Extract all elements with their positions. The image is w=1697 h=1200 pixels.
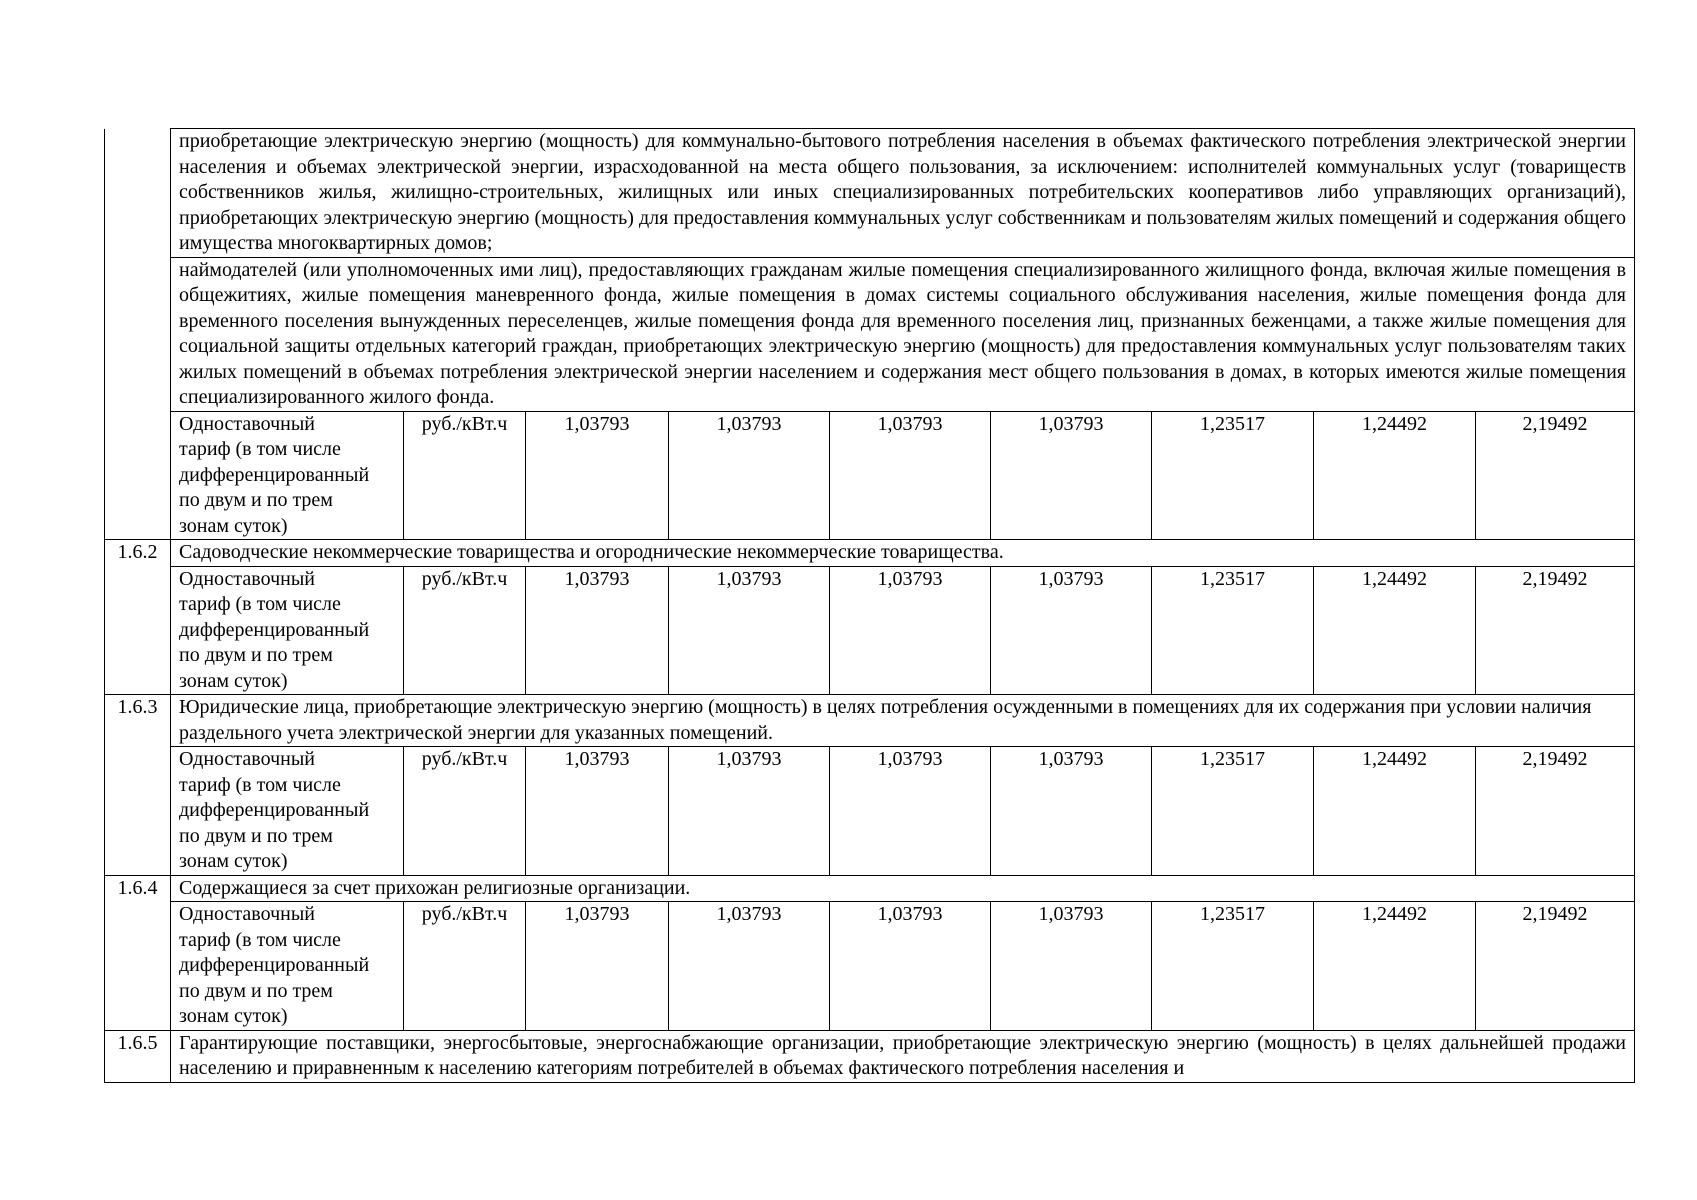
value-cell: 1,03793	[526, 411, 669, 540]
tariff-description-line: дифференцированный	[179, 954, 370, 976]
value-cell: 1,24492	[1314, 411, 1476, 540]
tariff-description-line: Одноставочный	[179, 903, 315, 925]
category-description: Содержащиеся за счет прихожан религиозные организации.	[171, 875, 1635, 902]
tariff-description-line: зонам суток)	[179, 1005, 288, 1027]
tariff-row	[105, 747, 1635, 876]
row-number-cell	[105, 129, 171, 540]
unit-cell: руб./кВт.ч	[404, 411, 526, 540]
value-cell: 1,03793	[669, 411, 830, 540]
category-description: приобретающие электрическую энергию (мощность) для коммунально-бытового потребления населения в объемах фактического потребления электрической энергии населения и объемах электрической энергии, израсходованной на места общего пользования, за исключением: исполнителей коммунальных услуг (товариществ собственников жилья, жилищно-строительных, жилищных или иных специализированных потребительских кооперативов либо управляющих организаций), приобретающих электрическую энергию (мощность) для предоставления коммунальных услуг собственникам и пользователям жилых помещений и содержания общего имущества многоквартирных домов;	[171, 129, 1635, 258]
tariff-description-line: Одноставочный	[179, 567, 315, 590]
tariff-description-line: тариф (в том числе	[179, 773, 341, 796]
table-row	[105, 875, 1635, 902]
value-cell: 2,19492	[1476, 902, 1635, 1031]
table-row	[105, 129, 1635, 258]
value-cell: 1,03793	[669, 902, 830, 1031]
value-cell: 1,23517	[1152, 747, 1314, 876]
tariff-description	[171, 566, 404, 695]
row-number: 1.6.2	[105, 540, 171, 695]
tariff-description-line: дифференцированный	[179, 618, 370, 641]
tariff-description-line: Одноставочный	[179, 748, 315, 770]
unit-cell: руб./кВт.ч	[404, 902, 526, 1031]
value-cell: 1,03793	[830, 411, 991, 540]
value-cell: 1,23517	[1152, 411, 1314, 540]
tariff-description-line: по двум и по трем	[179, 644, 333, 666]
table-row	[105, 540, 1635, 567]
tariff-row	[105, 411, 1635, 540]
value-cell: 1,24492	[1314, 902, 1476, 1031]
tariff-description-line: зонам суток)	[179, 514, 288, 537]
tariff-description-line: дифференцированный	[179, 463, 370, 486]
value-cell: 2,19492	[1476, 747, 1635, 876]
value-cell: 1,03793	[991, 411, 1152, 540]
value-cell: 1,03793	[830, 902, 991, 1031]
category-description: Садоводческие некоммерческие товарищества и огороднические некоммерческие товарищества.	[171, 540, 1635, 567]
table-row	[105, 695, 1635, 747]
value-cell: 1,03793	[991, 747, 1152, 876]
tariff-table	[104, 128, 1635, 1083]
unit-cell: руб./кВт.ч	[404, 566, 526, 695]
tariff-description-line: по двум и по трем	[179, 489, 333, 511]
value-cell: 1,24492	[1314, 566, 1476, 695]
value-cell: 1,23517	[1152, 566, 1314, 695]
row-number: 1.6.4	[105, 875, 171, 1030]
table-row	[105, 257, 1635, 411]
value-cell: 1,03793	[991, 566, 1152, 695]
tariff-description-line: по двум и по трем	[179, 979, 333, 1002]
value-cell: 2,19492	[1476, 566, 1635, 695]
tariff-description-line: зонам суток)	[179, 669, 288, 692]
tariff-description	[171, 411, 404, 540]
tariff-description-line: зонам суток)	[179, 850, 288, 872]
value-cell: 1,03793	[526, 566, 669, 695]
value-cell: 1,24492	[1314, 747, 1476, 876]
value-cell: 2,19492	[1476, 411, 1635, 540]
value-cell: 1,03793	[526, 902, 669, 1031]
tariff-description-line: по двум и по трем	[179, 824, 333, 847]
tariff-description	[171, 747, 404, 876]
row-number: 1.6.5	[105, 1030, 171, 1082]
tariff-description	[171, 902, 404, 1031]
table-row	[105, 1030, 1635, 1082]
tariff-description-line: тариф (в том числе	[179, 438, 341, 460]
value-cell: 1,03793	[526, 747, 669, 876]
tariff-description-line: дифференцированный	[179, 799, 370, 821]
row-number: 1.6.3	[105, 695, 171, 876]
tariff-row	[105, 566, 1635, 695]
tariff-description-line: тариф (в том числе	[179, 928, 341, 951]
value-cell: 1,03793	[830, 566, 991, 695]
value-cell: 1,03793	[669, 747, 830, 876]
value-cell: 1,23517	[1152, 902, 1314, 1031]
value-cell: 1,03793	[991, 902, 1152, 1031]
category-description: Гарантирующие поставщики, энергосбытовые, энергоснабжающие организации, приобретающие электрическую энергию (мощность) в целях дальнейшей продажи населению и приравненным к населению категориям потребителей в объемах фактического потребления населения и	[171, 1030, 1635, 1082]
unit-cell: руб./кВт.ч	[404, 747, 526, 876]
category-description: наймодателей (или уполномоченных ими лиц), предоставляющих гражданам жилые помещения специализированного жилищного фонда, включая жилые помещения в общежитиях, жилые помещения маневренного фонда, жилые помещения в домах системы социального обслуживания населения, жилые помещения фонда для временного поселения вынужденных переселенцев, жилые помещения фонда для временного поселения лиц, признанных беженцами, а также жилые помещения для социальной защиты отдельных категорий граждан, приобретающих электрическую энергию (мощность) для предоставления коммунальных услуг пользователям таких жилых помещений в объемах потребления электрической энергии населением и содержания мест общего пользования в домах, в которых имеются жилые помещения специализированного жилого фонда.	[171, 257, 1635, 411]
value-cell: 1,03793	[830, 747, 991, 876]
tariff-description-line: тариф (в том числе	[179, 593, 341, 615]
category-description: Юридические лица, приобретающие электрическую энергию (мощность) в целях потребления осужденными в помещениях для их содержания при условии наличия раздельного учета электрической энергии для указанных помещений.	[171, 695, 1635, 747]
tariff-description-line: Одноставочный	[179, 412, 315, 435]
tariff-row	[105, 902, 1635, 1031]
value-cell: 1,03793	[669, 566, 830, 695]
